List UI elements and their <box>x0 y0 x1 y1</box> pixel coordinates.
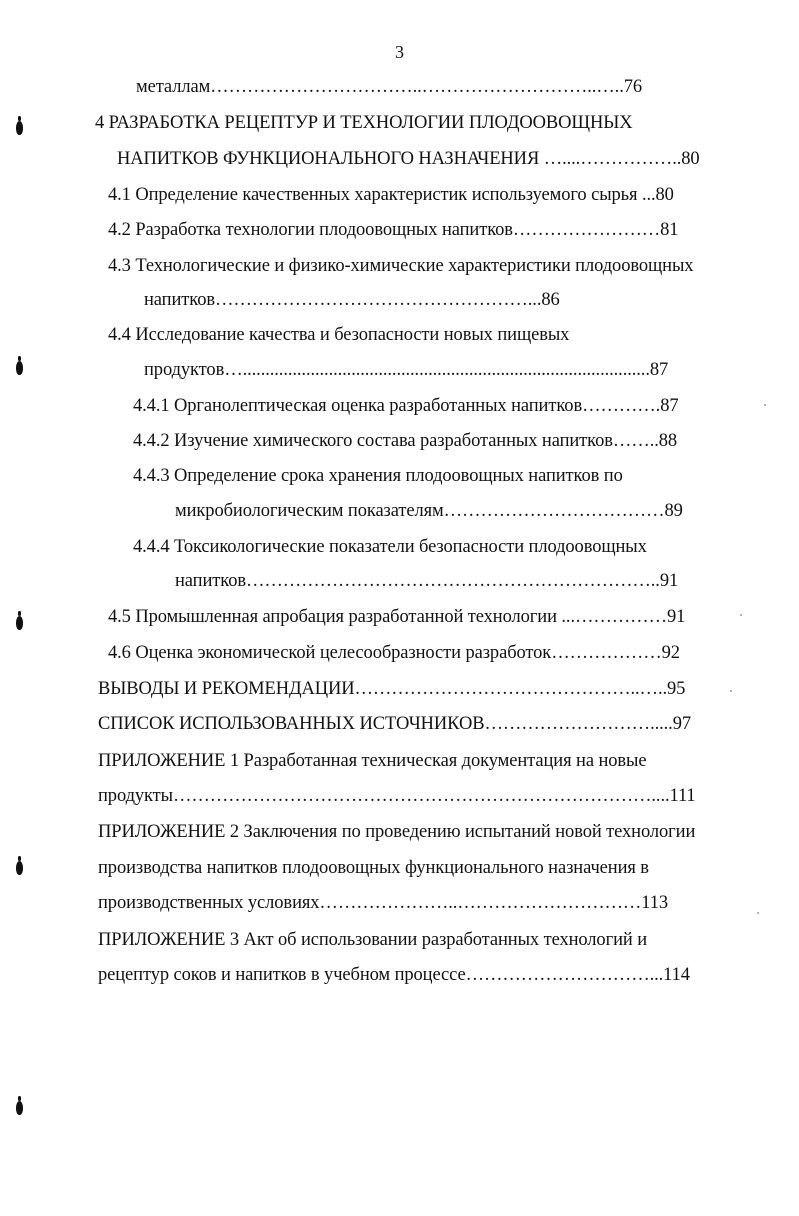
toc-item-4-4-1: 4.4.1 Органолептическая оценка разработанных напитков………….87 <box>133 396 679 416</box>
scan-speck <box>764 404 766 406</box>
scan-speck <box>730 690 732 692</box>
toc-item-4-4-4: 4.4.4 Токсикологические показатели безопасности плодоовощных <box>133 537 647 557</box>
toc-item-4-1: 4.1 Определение качественных характеристик используемого сырья ...80 <box>108 185 674 205</box>
toc-chapter-4-title: 4 РАЗРАБОТКА РЕЦЕПТУР И ТЕХНОЛОГИИ ПЛОДООВОЩНЫХ <box>95 113 633 133</box>
toc-item-4-3: 4.3 Технологические и физико-химические характеристики плодоовощных <box>108 256 694 276</box>
toc-references: СПИСОК ИСПОЛЬЗОВАННЫХ ИСТОЧНИКОВ……………………….....97 <box>98 714 691 734</box>
toc-chapter-4-title-cont: НАПИТКОВ ФУНКЦИОНАЛЬНОГО НАЗНАЧЕНИЯ …....……………..80 <box>117 149 700 169</box>
toc-item-4-5: 4.5 Промышленная апробация разработанной технологии ...……………91 <box>108 607 686 627</box>
toc-item-4-6: 4.6 Оценка экономической целесообразности разработок………………92 <box>108 643 680 663</box>
toc-item-4-4-2: 4.4.2 Изучение химического состава разработанных напитков……..88 <box>133 431 678 451</box>
toc-line-metallam: металлам……………………………..………………………..…..76 <box>136 77 643 97</box>
scan-speck <box>757 912 759 914</box>
punch-hole-mark <box>16 121 23 135</box>
toc-item-4-4: 4.4 Исследование качества и безопасности новых пищевых <box>108 325 570 345</box>
toc-item-4-4-3-cont: микробиологическим показателям………………………………89 <box>175 501 683 521</box>
page-number: 3 <box>395 42 404 62</box>
toc-appendix-1: ПРИЛОЖЕНИЕ 1 Разработанная техническая документация на новые <box>98 751 647 771</box>
toc-appendix-2-cont-2: производственных условиях…………………..…………………………113 <box>98 893 669 913</box>
toc-item-4-3-cont: напитков……………………………………………...86 <box>144 290 560 310</box>
toc-appendix-1-cont: продукты……………………………………………………………………....111 <box>98 786 696 806</box>
punch-hole-mark <box>16 861 23 875</box>
toc-appendix-3: ПРИЛОЖЕНИЕ 3 Акт об использовании разработанных технологий и <box>98 930 648 950</box>
punch-hole-mark <box>16 616 23 630</box>
toc-appendix-3-cont: рецептур соков и напитков в учебном процессе…………………………...114 <box>98 965 690 985</box>
toc-conclusions: ВЫВОДЫ И РЕКОМЕНДАЦИИ………………………………………..…..95 <box>98 679 686 699</box>
toc-item-4-2: 4.2 Разработка технологии плодоовощных напитков……………………81 <box>108 220 679 240</box>
toc-item-4-4-3: 4.4.3 Определение срока хранения плодоовощных напитков по <box>133 466 623 486</box>
toc-appendix-2-cont: производства напитков плодоовощных функционального назначения в <box>98 858 649 878</box>
toc-appendix-2: ПРИЛОЖЕНИЕ 2 Заключения по проведению испытаний новой технологии <box>98 822 696 842</box>
toc-item-4-4-4-cont: напитков…………………………………………………………..91 <box>175 571 679 591</box>
punch-hole-mark <box>16 1101 23 1115</box>
punch-hole-mark <box>16 361 23 375</box>
toc-item-4-4-cont: продуктов…..........................................................................................87 <box>144 360 669 380</box>
scan-speck <box>740 614 742 616</box>
